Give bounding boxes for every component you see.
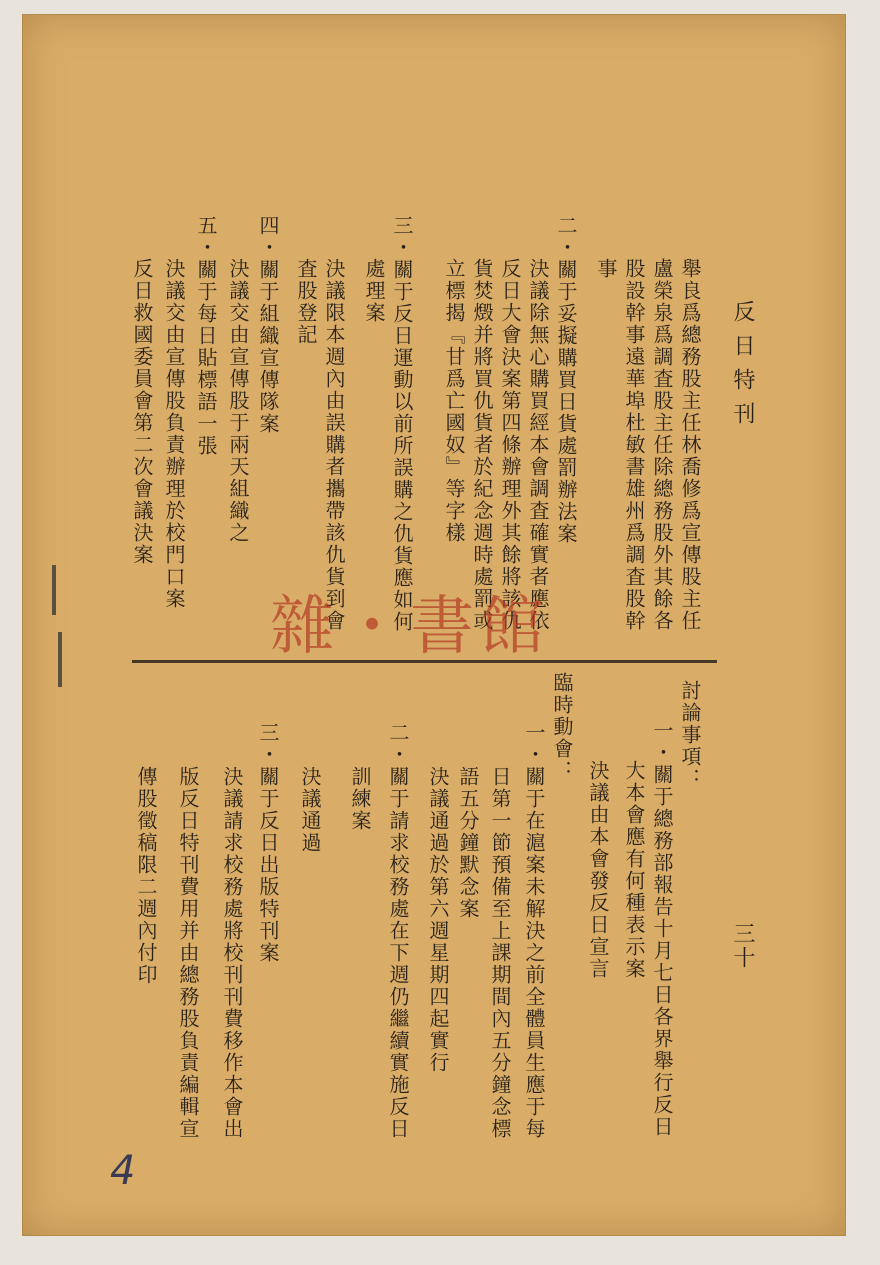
text-line: 決議通過 bbox=[298, 766, 322, 854]
text-line: 臨時動會： bbox=[550, 672, 574, 782]
text-line: 決議除無心購買經本會調査確實者應依 bbox=[526, 258, 550, 632]
text-line: 日第一節預備至上課期間內五分鐘念標 bbox=[488, 766, 512, 1140]
handwritten-page-number: 4 bbox=[110, 1148, 136, 1194]
text-line: 二・關于妥擬購買日貨處罰辦法案 bbox=[554, 215, 578, 545]
text-line: 査股登記 bbox=[294, 258, 318, 346]
text-line: 一・關于在滬案未解決之前全體員生應于每 bbox=[522, 722, 546, 1140]
text-line: 一・關于總務部報告十月七日各界舉行反日 bbox=[650, 720, 674, 1138]
text-line: 立標揭『甘爲亡國奴』等字樣 bbox=[442, 258, 466, 544]
text-line: 訓練案 bbox=[348, 766, 372, 832]
text-line: 討論事項： bbox=[678, 680, 702, 790]
text-line: 貨焚燬并將買仇貨者於紀念週時處罰或 bbox=[470, 258, 494, 632]
page-number: 三十 bbox=[730, 922, 755, 970]
page-title: 反日特刊 bbox=[730, 300, 755, 436]
text-line: 決議交由宣傳股負責辦理於校門口案 bbox=[162, 258, 186, 610]
text-line: 決議通過於第六週星期四起實行 bbox=[426, 766, 450, 1074]
library-stamp: 雜・書館 bbox=[270, 590, 550, 664]
text-line: 語五分鐘默念案 bbox=[456, 766, 480, 920]
text-line: 股設幹事遠華埠杜敏書雄州爲調査股幹 bbox=[622, 258, 646, 632]
text-line: 五・關于每日貼標語一張 bbox=[194, 215, 218, 457]
text-line: 三・關于反日出版特刊案 bbox=[256, 722, 280, 964]
text-line: 反日救國委員會第二次會議決案 bbox=[130, 258, 154, 566]
margin-pencil-mark bbox=[52, 565, 56, 615]
margin-pencil-mark bbox=[58, 632, 62, 687]
text-line: 事 bbox=[594, 258, 618, 280]
text-line: 傳股徵稿限二週內付印 bbox=[134, 766, 158, 986]
text-line: 反日大會決案第四條辦理外其餘將該仇 bbox=[498, 258, 522, 632]
text-line: 大本會應有何種表示案 bbox=[622, 760, 646, 980]
text-line: 決議由本會發反日宣言 bbox=[586, 760, 610, 980]
text-line: 舉良爲總務股主任林喬修爲宣傳股主任 bbox=[678, 258, 702, 632]
text-line: 處理案 bbox=[362, 258, 386, 324]
text-line: 三・關于反日運動以前所誤購之仇貨應如何 bbox=[390, 215, 414, 633]
text-line: 決議交由宣傳股于兩天組織之 bbox=[226, 258, 250, 544]
text-line: 決議請求校務處將校刊刊費移作本會出 bbox=[220, 766, 244, 1140]
text-line: 四・關于組織宣傳隊案 bbox=[256, 215, 280, 435]
text-line: 二・關于請求校務處在下週仍繼續實施反日 bbox=[386, 722, 410, 1140]
text-line: 盧榮泉爲調査股主任除總務股外其餘各 bbox=[650, 258, 674, 632]
text-line: 決議限本週內由誤購者攜帶該仇貨到會 bbox=[322, 258, 346, 632]
text-line: 版反日特刊費用并由總務股負責編輯宣 bbox=[176, 766, 200, 1140]
